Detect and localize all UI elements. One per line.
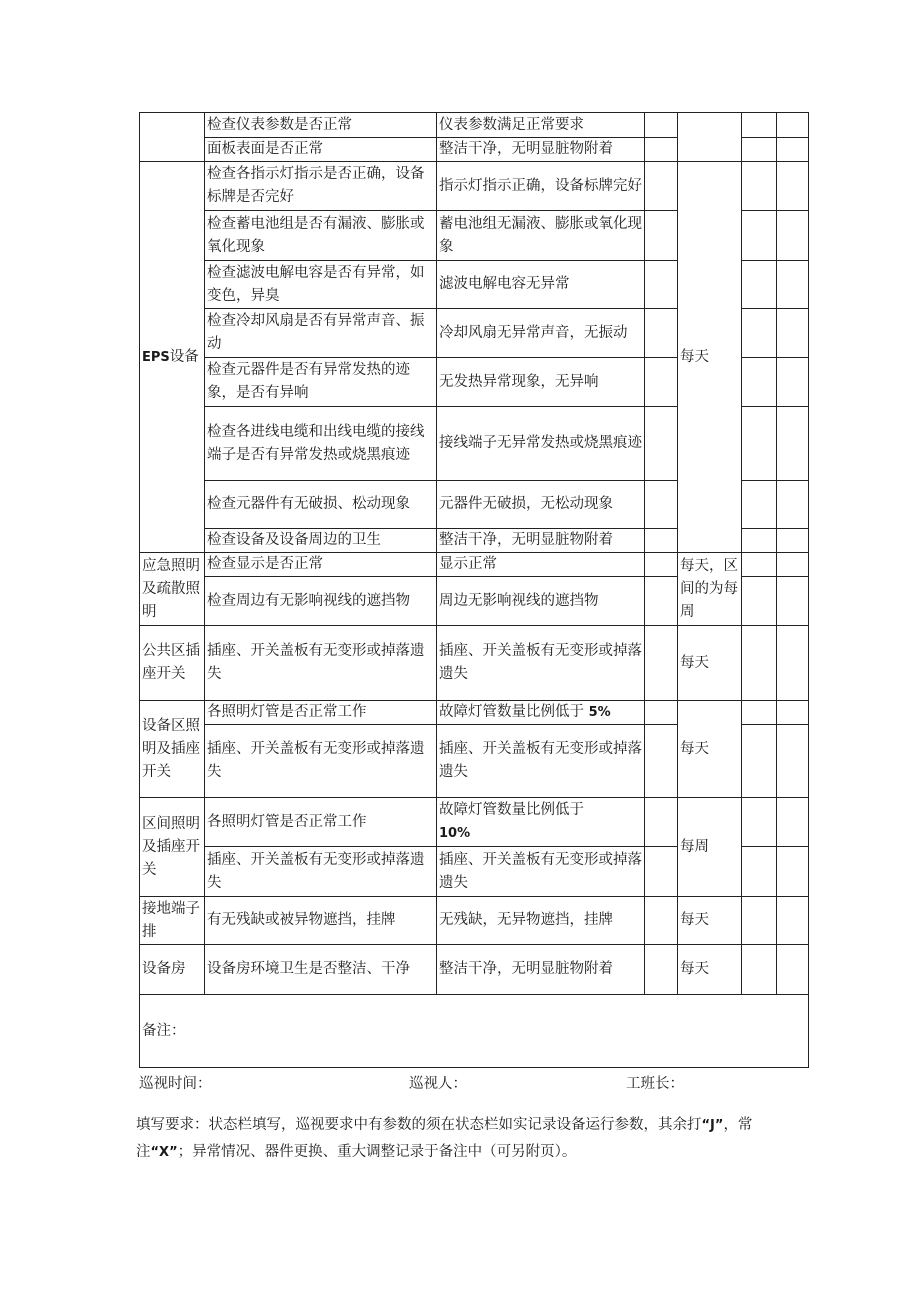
check-item: 检查周边有无影响视线的遮挡物	[205, 577, 437, 626]
standard: 冷却风扇无异常声音，无振动	[437, 309, 645, 358]
inspection-table	[139, 112, 809, 1068]
check-item: 检查蓄电池组是否有漏液、膨胀或氧化现象	[205, 211, 437, 261]
frequency: 每天	[678, 945, 742, 995]
category-equipment-area-lighting: 设备区照明及插座开关	[140, 701, 205, 798]
status-cell[interactable]	[645, 725, 678, 798]
status-cell[interactable]	[777, 113, 809, 138]
check-item: 检查设备及设备周边的卫生	[205, 529, 437, 553]
status-cell[interactable]	[742, 481, 777, 529]
check-item: 插座、开关盖板有无变形或掉落遗失	[205, 626, 437, 701]
table-row	[140, 897, 809, 945]
status-cell[interactable]	[742, 553, 777, 577]
status-cell[interactable]	[742, 725, 777, 798]
status-cell[interactable]	[645, 945, 678, 995]
inspection-sheet	[139, 112, 809, 1068]
table-row	[140, 626, 809, 701]
check-item: 面板表面是否正常	[205, 138, 437, 162]
status-cell[interactable]	[742, 847, 777, 897]
standard: 无残缺，无异物遮挡，挂牌	[437, 897, 645, 945]
table-row	[140, 995, 809, 1068]
category-public-area-sockets: 公共区插座开关	[140, 626, 205, 701]
status-cell[interactable]	[645, 309, 678, 358]
standard: 指示灯指示正确，设备标牌完好	[437, 162, 645, 211]
status-cell[interactable]	[645, 847, 678, 897]
status-cell[interactable]	[742, 261, 777, 309]
remarks-label: 备注：	[142, 1022, 186, 1039]
standard: 元器件无破损，无松动现象	[437, 481, 645, 529]
status-cell[interactable]	[742, 626, 777, 701]
status-cell[interactable]	[777, 481, 809, 529]
check-item: 检查仪表参数是否正常	[205, 113, 437, 138]
status-cell[interactable]	[777, 945, 809, 995]
standard: 周边无影响视线的遮挡物	[437, 577, 645, 626]
status-cell[interactable]	[645, 577, 678, 626]
status-cell[interactable]	[777, 553, 809, 577]
table-row	[140, 945, 809, 995]
frequency: 每天	[678, 626, 742, 701]
check-item: 插座、开关盖板有无变形或掉落遗失	[205, 725, 437, 798]
category-cell-blank	[140, 113, 205, 162]
status-cell[interactable]	[777, 798, 809, 847]
status-cell[interactable]	[777, 138, 809, 162]
table-row	[140, 162, 809, 211]
frequency: 每周	[678, 798, 742, 897]
standard: 无发热异常现象，无异响	[437, 358, 645, 407]
status-cell[interactable]	[777, 847, 809, 897]
status-cell[interactable]	[645, 358, 678, 407]
standard: 故障灯管数量比例低于 5%	[437, 701, 645, 725]
check-item: 设备房环境卫生是否整洁、干净	[205, 945, 437, 995]
status-cell[interactable]	[777, 529, 809, 553]
check-item: 各照明灯管是否正常工作	[205, 798, 437, 847]
frequency: 每天	[678, 897, 742, 945]
category-equipment-room: 设备房	[140, 945, 205, 995]
status-cell[interactable]	[777, 309, 809, 358]
frequency-cell-blank	[678, 113, 742, 162]
check-item: 有无残缺或被异物遮挡，挂牌	[205, 897, 437, 945]
standard: 仪表参数满足正常要求	[437, 113, 645, 138]
status-cell[interactable]	[645, 897, 678, 945]
status-cell[interactable]	[645, 798, 678, 847]
status-cell[interactable]	[742, 798, 777, 847]
status-cell[interactable]	[742, 577, 777, 626]
status-cell[interactable]	[645, 481, 678, 529]
status-cell[interactable]	[742, 407, 777, 481]
status-cell[interactable]	[742, 945, 777, 995]
status-cell[interactable]	[645, 162, 678, 211]
status-cell[interactable]	[777, 725, 809, 798]
check-item: 检查元器件有无破损、松动现象	[205, 481, 437, 529]
status-cell[interactable]	[742, 701, 777, 725]
patrol-time-label: 巡视时间：	[139, 1076, 212, 1092]
category-ground-terminal: 接地端子排	[140, 897, 205, 945]
category-emergency-lighting: 应急照明及疏散照明	[140, 553, 205, 626]
status-cell[interactable]	[645, 529, 678, 553]
status-cell[interactable]	[742, 211, 777, 261]
status-cell[interactable]	[742, 897, 777, 945]
check-item: 插座、开关盖板有无变形或掉落遗失	[205, 847, 437, 897]
status-cell[interactable]	[777, 701, 809, 725]
frequency: 每天	[678, 162, 742, 553]
status-cell[interactable]	[777, 407, 809, 481]
standard: 蓄电池组无漏液、膨胀或氧化现象	[437, 211, 645, 261]
table-row	[140, 113, 809, 138]
category-section-lighting: 区间照明及插座开关	[140, 798, 205, 897]
status-cell[interactable]	[645, 138, 678, 162]
filling-instructions: 填写要求：状态栏填写，巡视要求中有参数的须在状态栏如实记录设备运行参数，其余打“J”，常注“X”；异常情况、器件更换、重大调整记录于备注中（可另附页）。	[136, 1117, 753, 1160]
check-item: 检查显示是否正常	[205, 553, 437, 577]
status-cell[interactable]	[645, 407, 678, 481]
category-eps: EPS设备	[140, 162, 205, 553]
status-cell[interactable]	[777, 162, 809, 211]
standard: 插座、开关盖板有无变形或掉落遗失	[437, 847, 645, 897]
status-cell[interactable]	[645, 701, 678, 725]
status-cell[interactable]	[645, 113, 678, 138]
status-cell[interactable]	[742, 162, 777, 211]
status-cell[interactable]	[645, 211, 678, 261]
status-cell[interactable]	[777, 261, 809, 309]
standard: 插座、开关盖板有无变形或掉落遗失	[437, 725, 645, 798]
standard: 整洁干净，无明显脏物附着	[437, 138, 645, 162]
status-cell[interactable]	[777, 897, 809, 945]
check-item: 检查各进线电缆和出线电缆的接线端子是否有异常发热或烧黑痕迹	[205, 407, 437, 481]
standard: 显示正常	[437, 553, 645, 577]
status-cell[interactable]	[777, 577, 809, 626]
check-item: 检查冷却风扇是否有异常声音、振动	[205, 309, 437, 358]
check-item: 各照明灯管是否正常工作	[205, 701, 437, 725]
standard: 插座、开关盖板有无变形或掉落遗失	[437, 626, 645, 701]
status-cell[interactable]	[742, 138, 777, 162]
standard: 故障灯管数量比例低于 10%	[437, 798, 645, 847]
standard: 整洁干净，无明显脏物附着	[437, 529, 645, 553]
frequency: 每天	[678, 701, 742, 798]
status-cell[interactable]	[777, 358, 809, 407]
status-cell[interactable]	[742, 529, 777, 553]
status-cell[interactable]	[645, 261, 678, 309]
status-cell[interactable]	[777, 211, 809, 261]
table-row	[140, 798, 809, 847]
standard: 接线端子无异常发热或烧黑痕迹	[437, 407, 645, 481]
status-cell[interactable]	[742, 113, 777, 138]
table-row	[140, 553, 809, 577]
check-item: 检查元器件是否有异常发热的迹象，是否有异响	[205, 358, 437, 407]
frequency: 每天，区间的为每周	[678, 553, 742, 626]
status-cell[interactable]	[645, 626, 678, 701]
standard: 滤波电解电容无异常	[437, 261, 645, 309]
table-row	[140, 701, 809, 725]
status-cell[interactable]	[645, 553, 678, 577]
remarks-field[interactable]	[140, 995, 809, 1068]
check-item: 检查各指示灯指示是否正确，设备标牌是否完好	[205, 162, 437, 211]
standard: 整洁干净，无明显脏物附着	[437, 945, 645, 995]
team-leader-label: 工班长：	[626, 1076, 684, 1092]
status-cell[interactable]	[742, 358, 777, 407]
inspector-label: 巡视人：	[409, 1076, 467, 1092]
check-item: 检查滤波电解电容是否有异常，如变色，异臭	[205, 261, 437, 309]
status-cell[interactable]	[742, 309, 777, 358]
status-cell[interactable]	[777, 626, 809, 701]
